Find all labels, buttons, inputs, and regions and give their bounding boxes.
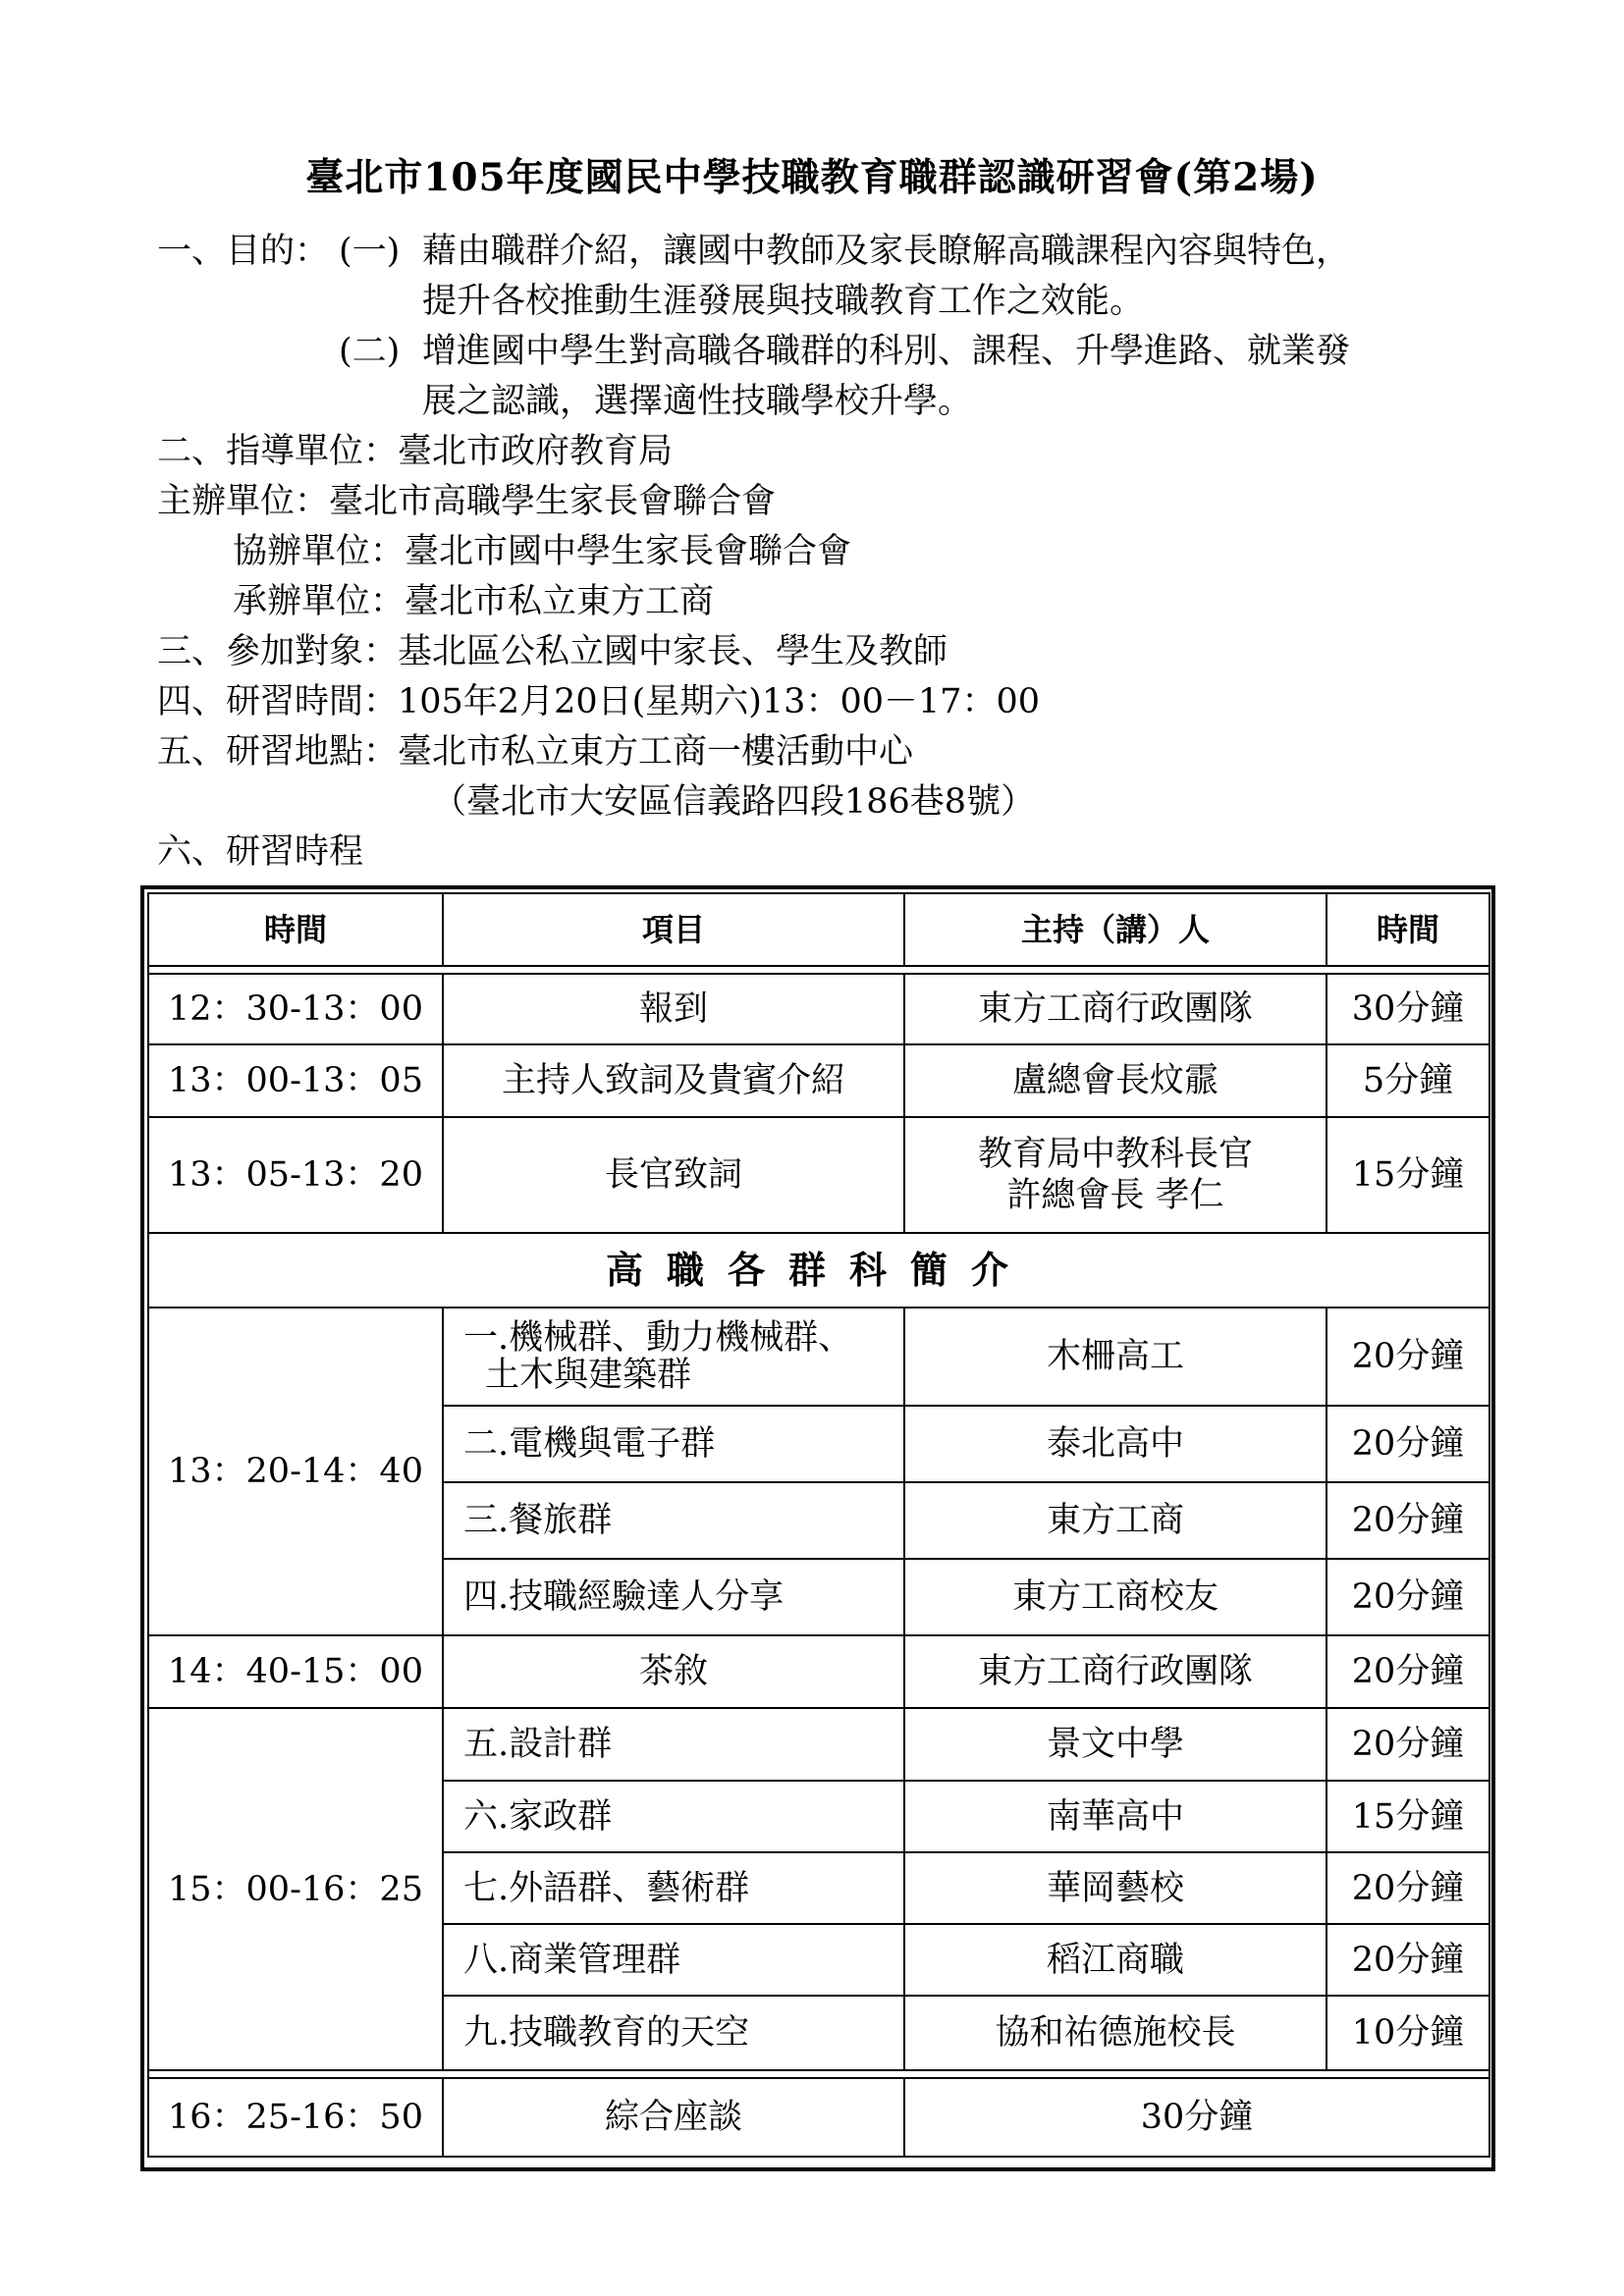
row-item: 七.外語群、藝術群 <box>443 1852 904 1924</box>
purpose1-number: (一) <box>339 232 401 271</box>
co-host-unit: 協辦單位：臺北市國中學生家長會聯合會 <box>233 532 852 571</box>
row-item <box>443 1308 904 1406</box>
table-row <box>148 1117 1489 1233</box>
row-time: 13：05-13：20 <box>148 1117 443 1233</box>
guidance-unit: 二、指導單位：臺北市政府教育局 <box>157 432 674 471</box>
section-title: 高職各群科簡介 <box>148 1233 1489 1308</box>
row-item: 六.家政群 <box>443 1781 904 1852</box>
row-speaker: 盧總會長炆霢 <box>904 1044 1326 1117</box>
row-time: 16：25-16：50 <box>148 2078 443 2157</box>
purpose-label: 一、目的： <box>157 232 330 271</box>
table-row <box>148 2078 1489 2157</box>
purpose2-line1: 增進國中學生對高職各職群的科別、課程、升學進路、就業發 <box>422 332 1351 371</box>
schedule-table <box>147 892 1490 2158</box>
table-row <box>148 1635 1489 1708</box>
table-row <box>148 974 1489 1044</box>
row-speaker: 東方工商行政團隊 <box>904 1635 1326 1708</box>
row-speaker: 東方工商 <box>904 1482 1326 1559</box>
table-row <box>148 1308 1489 1406</box>
event-time: 四、研習時間：105年2月20日(星期六)13：00－17：00 <box>157 682 1041 721</box>
row-duration: 20分鐘 <box>1326 1708 1489 1781</box>
item-line: 土木與建築群 <box>485 1356 692 1395</box>
host-unit: 主辦單位：臺北市高職學生家長會聯合會 <box>157 482 777 521</box>
participants: 三、參加對象：基北區公私立國中家長、學生及教師 <box>157 632 948 671</box>
row-duration: 30分鐘 <box>904 2078 1489 2157</box>
row-speaker: 東方工商行政團隊 <box>904 974 1326 1044</box>
table-gap <box>148 966 1489 974</box>
section-row <box>148 1233 1489 1308</box>
row-speaker: 華岡藝校 <box>904 1852 1326 1924</box>
row-duration: 20分鐘 <box>1326 1559 1489 1635</box>
row-speaker: 協和祐德施校長 <box>904 1996 1326 2070</box>
row-item: 九.技職教育的天空 <box>443 1996 904 2070</box>
row-speaker: 東方工商校友 <box>904 1559 1326 1635</box>
row-duration: 20分鐘 <box>1326 1482 1489 1559</box>
header-item: 項目 <box>443 893 904 966</box>
row-duration: 20分鐘 <box>1326 1924 1489 1996</box>
row-item: 長官致詞 <box>443 1117 904 1233</box>
row-speaker: 木柵高工 <box>904 1308 1326 1406</box>
organizer-unit: 承辦單位：臺北市私立東方工商 <box>233 582 715 621</box>
speaker-line: 許總會長 孝仁 <box>1006 1176 1224 1215</box>
purpose2-line2: 展之認識，選擇適性技職學校升學。 <box>422 382 973 421</box>
row-time: 14：40-15：00 <box>148 1635 443 1708</box>
header-speaker: 主持（講）人 <box>904 893 1326 966</box>
purpose1-line1: 藉由職群介紹，讓國中教師及家長瞭解高職課程內容與特色， <box>422 232 1351 271</box>
row-duration: 20分鐘 <box>1326 1852 1489 1924</box>
row-duration: 15分鐘 <box>1326 1781 1489 1852</box>
group1-time: 13：20-14：40 <box>148 1308 443 1635</box>
row-speaker: 稻江商職 <box>904 1924 1326 1996</box>
row-time: 13：00-13：05 <box>148 1044 443 1117</box>
purpose2-number: (二) <box>339 332 401 371</box>
row-duration: 20分鐘 <box>1326 1308 1489 1406</box>
row-speaker <box>904 1117 1326 1233</box>
row-speaker: 南華高中 <box>904 1781 1326 1852</box>
table-row <box>148 1044 1489 1117</box>
row-speaker: 泰北高中 <box>904 1406 1326 1482</box>
row-speaker: 景文中學 <box>904 1708 1326 1781</box>
header-time: 時間 <box>148 893 443 966</box>
header-duration: 時間 <box>1326 893 1489 966</box>
row-duration: 5分鐘 <box>1326 1044 1489 1117</box>
row-item: 三.餐旅群 <box>443 1482 904 1559</box>
row-item: 二.電機與電子群 <box>443 1406 904 1482</box>
row-item: 八.商業管理群 <box>443 1924 904 1996</box>
row-item: 主持人致詞及貴賓介紹 <box>443 1044 904 1117</box>
row-item: 綜合座談 <box>443 2078 904 2157</box>
row-item: 茶敘 <box>443 1635 904 1708</box>
row-item: 五.設計群 <box>443 1708 904 1781</box>
table-gap <box>148 2070 1489 2078</box>
row-duration: 10分鐘 <box>1326 1996 1489 2070</box>
item-line: 一.機械群、動力機械群、 <box>463 1318 853 1358</box>
row-item: 四.技職經驗達人分享 <box>443 1559 904 1635</box>
schedule-label: 六、研習時程 <box>157 832 364 872</box>
row-item: 報到 <box>443 974 904 1044</box>
event-venue: 五、研習地點：臺北市私立東方工商一樓活動中心 <box>157 732 914 772</box>
venue-address: （臺北市大安區信義路四段186巷8號） <box>432 782 1036 822</box>
row-duration: 20分鐘 <box>1326 1406 1489 1482</box>
page-title: 臺北市105年度國民中學技職教育職群認識研習會(第2場) <box>305 155 1319 200</box>
purpose1-line2: 提升各校推動生涯發展與技職教育工作之效能。 <box>422 282 1145 321</box>
group2-time: 15：00-16：25 <box>148 1708 443 2070</box>
table-header-row <box>148 893 1489 966</box>
row-time: 12：30-13：00 <box>148 974 443 1044</box>
row-duration: 30分鐘 <box>1326 974 1489 1044</box>
table-row <box>148 1708 1489 1781</box>
speaker-line: 教育局中教科長官 <box>977 1135 1253 1174</box>
row-duration: 15分鐘 <box>1326 1117 1489 1233</box>
row-duration: 20分鐘 <box>1326 1635 1489 1708</box>
